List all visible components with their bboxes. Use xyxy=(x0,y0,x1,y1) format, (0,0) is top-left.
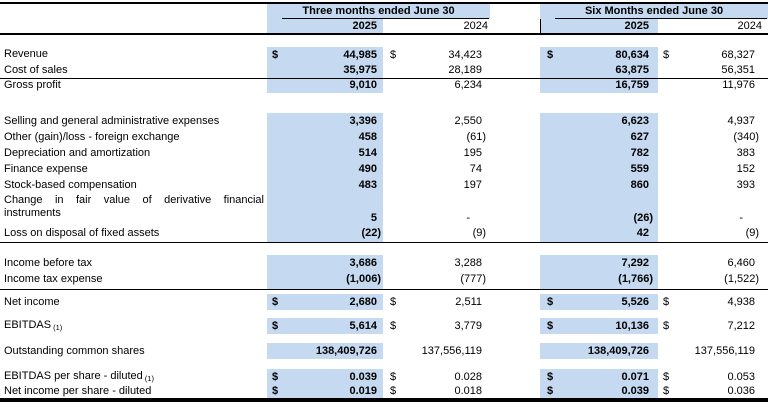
gap-cell xyxy=(490,385,540,400)
cell-6mo-2024: 152 xyxy=(736,162,756,175)
row-label: Revenue xyxy=(4,48,49,61)
gap-cell xyxy=(490,255,540,271)
table-row xyxy=(0,177,768,193)
cell-6mo-2024: 137,556,119 xyxy=(694,344,756,357)
gap-cell xyxy=(490,161,540,177)
row-label: Depreciation and amortization xyxy=(4,146,151,159)
row-label: Income before tax xyxy=(4,256,93,269)
row-label: Gross profit xyxy=(4,79,61,92)
cell-3mo-2024: 197 xyxy=(463,178,483,191)
cell-6mo-2025: 7,292 xyxy=(621,256,650,269)
gap-cell xyxy=(490,145,540,161)
cell-6mo-2024: 11,976 xyxy=(722,79,756,92)
gap-cell xyxy=(490,343,540,359)
table-row xyxy=(0,294,768,310)
cell-3mo-2024: 6,234 xyxy=(454,79,483,92)
cell-3mo-2025: 9,010 xyxy=(349,79,377,92)
cell-6mo-2024: $ 0.036 xyxy=(663,385,756,397)
cell-3mo-2025: $ 44,985 xyxy=(272,48,377,61)
row-label: Income tax expense xyxy=(0,271,267,289)
cell-3mo-2024: (61) xyxy=(466,130,487,143)
spacer-row xyxy=(0,242,768,255)
cell-3mo-2024: 137,556,119 xyxy=(421,344,483,357)
row-label: Selling and general administrative expenses xyxy=(4,114,220,127)
row-label: EBITDAS $_{(1)}$ xyxy=(4,319,63,333)
gap-cell xyxy=(490,47,540,63)
cell-6mo-2025: 42 xyxy=(540,226,658,242)
cell-3mo-2024: - xyxy=(466,212,471,225)
cell-3mo-2024: $ 3,779 xyxy=(390,319,483,332)
table-row xyxy=(0,113,768,129)
group-underline xyxy=(555,18,767,19)
row-label: Outstanding common shares xyxy=(4,344,145,357)
spacer-row xyxy=(0,334,768,343)
table-row xyxy=(0,343,768,359)
cell-3mo-2025: 458 xyxy=(358,130,377,143)
cell-6mo-2024: 383 xyxy=(736,146,756,159)
gap-cell xyxy=(490,19,540,34)
financial-table xyxy=(0,2,768,402)
cell-3mo-2024: $ 0.018 xyxy=(390,385,483,397)
row-label: Cost of sales xyxy=(0,63,267,78)
table-row xyxy=(0,145,768,161)
cell-3mo-2025: 490 xyxy=(358,162,377,175)
cell-3mo-2025: 138,409,726 xyxy=(315,344,377,357)
table-row xyxy=(0,129,768,145)
cell-6mo-2025: (26) xyxy=(633,212,654,225)
gap-cell xyxy=(490,318,540,334)
cell-6mo-2024: (1,522) xyxy=(658,271,768,289)
cell-6mo-2025: 860 xyxy=(630,178,650,191)
cell-6mo-2024: $ 68,327 xyxy=(663,48,756,61)
year-6mo-2024: 2024 xyxy=(658,19,768,34)
cell-6mo-2025: 138,409,726 xyxy=(587,344,650,357)
group-header-six-months: Six Months ended June 30 xyxy=(540,3,768,19)
cell-6mo-2024: (340) xyxy=(733,130,760,143)
row-label: Finance expense xyxy=(4,162,88,175)
row-label: Stock-based compensation xyxy=(4,178,137,191)
cell-6mo-2025: $ 0.071 xyxy=(547,370,650,383)
table-row xyxy=(0,226,768,242)
cell-6mo-2025: 63,875 xyxy=(540,63,658,78)
gap-cell xyxy=(490,369,540,385)
row-label: Other (gain)/loss - foreign exchange xyxy=(4,130,180,143)
gap-cell xyxy=(490,63,540,78)
cell-6mo-2024: $ 7,212 xyxy=(663,319,756,332)
cell-6mo-2025: $ 10,136 xyxy=(547,319,650,332)
table-row xyxy=(0,369,768,385)
row-label: Net income per share - diluted xyxy=(4,385,152,397)
cell-3mo-2025: (1,006) xyxy=(267,271,383,289)
gap-cell xyxy=(490,177,540,193)
gap-cell xyxy=(490,294,540,310)
group-header-row xyxy=(0,3,768,19)
table-row xyxy=(0,47,768,63)
table-row xyxy=(0,193,768,226)
cell-6mo-2024: $ 0.053 xyxy=(663,370,756,383)
cell-6mo-2025: $ 5,526 xyxy=(547,295,650,308)
cell-3mo-2025: 514 xyxy=(358,146,377,159)
corner-cell xyxy=(0,3,267,19)
group-underline xyxy=(282,18,489,19)
cell-3mo-2024: (777) xyxy=(383,271,490,289)
gap-cell xyxy=(490,78,540,93)
cell-3mo-2025: (22) xyxy=(267,226,383,242)
cell-3mo-2025: 3,396 xyxy=(349,114,377,127)
row-label: Net income xyxy=(4,295,60,308)
cell-6mo-2025: 16,759 xyxy=(615,79,650,92)
table-row xyxy=(0,255,768,271)
cell-3mo-2024: 28,189 xyxy=(383,63,490,78)
cell-3mo-2024: 2,550 xyxy=(454,114,483,127)
gap-cell xyxy=(490,226,540,242)
spacer-row xyxy=(0,359,768,369)
cell-3mo-2025: 483 xyxy=(358,178,377,191)
cell-6mo-2025: 782 xyxy=(630,146,650,159)
row-label: Change in fair value of derivative financial instruments xyxy=(4,194,264,219)
cell-3mo-2025: $ 0.019 xyxy=(272,385,377,397)
cell-6mo-2025: $ 80,634 xyxy=(547,48,650,61)
cell-3mo-2025: $ 5,614 xyxy=(272,319,377,332)
cell-6mo-2024: (9) xyxy=(658,226,768,242)
table-row xyxy=(0,161,768,177)
gap-cell xyxy=(490,3,540,19)
cell-6mo-2025: 627 xyxy=(630,130,650,143)
cell-6mo-2025: $ 0.039 xyxy=(547,385,650,397)
cell-3mo-2024: (9) xyxy=(383,226,490,242)
spacer-row xyxy=(0,34,768,47)
table-row xyxy=(0,78,768,93)
year-header-row xyxy=(0,19,768,34)
gap-cell xyxy=(490,113,540,129)
gap-cell xyxy=(490,193,540,226)
cell-6mo-2024: 56,351 xyxy=(658,63,768,78)
cell-3mo-2024: $ 2,511 xyxy=(390,295,483,308)
year-6mo-2025: 2025 xyxy=(540,19,658,34)
cell-3mo-2024: $ 34,423 xyxy=(390,48,483,61)
year-3mo-2024: 2024 xyxy=(383,19,490,34)
table-row xyxy=(0,271,768,289)
group-header-three-months: Three months ended June 30 xyxy=(267,3,490,19)
row-label: Loss on disposal of fixed assets xyxy=(0,226,267,242)
cell-6mo-2024: 4,937 xyxy=(727,114,756,127)
cell-6mo-2024: 6,460 xyxy=(727,256,756,269)
table-row xyxy=(0,318,768,334)
spacer-row xyxy=(0,93,768,113)
cell-3mo-2025: $ 2,680 xyxy=(272,295,377,308)
year-3mo-2025: 2025 xyxy=(267,19,383,34)
cell-3mo-2024: $ 0.028 xyxy=(390,370,483,383)
cell-3mo-2025: 5 xyxy=(370,212,377,225)
cell-3mo-2024: 74 xyxy=(469,162,483,175)
cell-3mo-2025: 35,975 xyxy=(267,63,383,78)
cell-3mo-2025: $ 0.039 xyxy=(272,370,377,383)
table-row xyxy=(0,385,768,400)
cell-6mo-2025: 6,623 xyxy=(621,114,650,127)
cell-6mo-2024: 393 xyxy=(736,178,756,191)
cell-3mo-2024: 195 xyxy=(463,146,483,159)
cell-3mo-2025: 3,686 xyxy=(349,256,377,269)
gap-cell xyxy=(490,129,540,145)
cell-6mo-2025: 559 xyxy=(630,162,650,175)
cell-3mo-2024: 3,288 xyxy=(454,256,483,269)
cell-6mo-2024: - xyxy=(739,212,744,225)
spacer-row xyxy=(0,310,768,318)
table-row xyxy=(0,63,768,78)
cell-6mo-2024: $ 4,938 xyxy=(663,295,756,308)
cell-6mo-2025: (1,766) xyxy=(540,271,658,289)
row-label: EBITDAS per share - diluted $_{(1)}$ xyxy=(4,370,154,384)
gap-cell xyxy=(490,271,540,289)
